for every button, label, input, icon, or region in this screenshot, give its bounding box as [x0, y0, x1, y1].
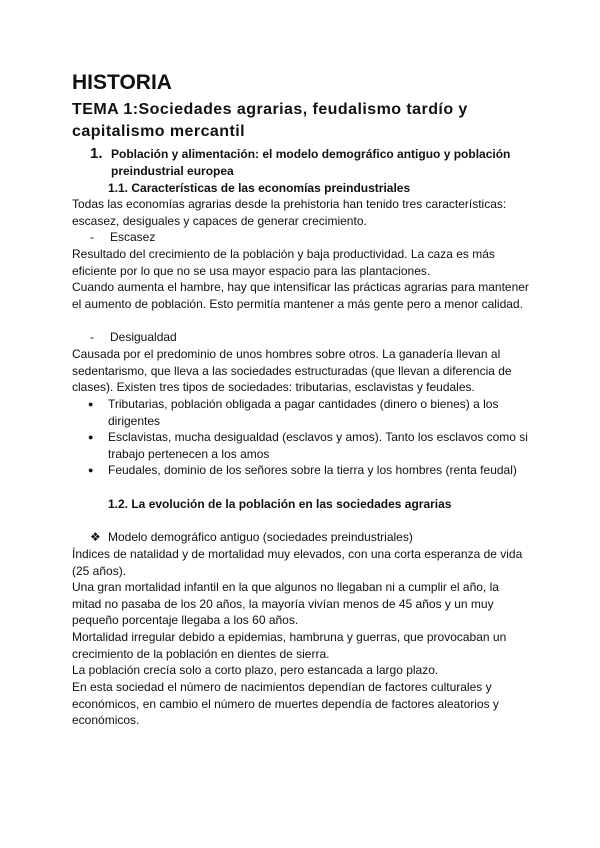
subsection-1-1-heading: 1.1. Características de las economías preindustriales [108, 181, 411, 195]
mortalidad-infantil-paragraph: Una gran mortalidad infantil en la que algunos no llegaban ni a cumplir el año, la mitad no pasaba de los 20 años, la mayoría vivían menos de 45 años y un muy pequeño porcentaje llegaba a los 60 años. [72, 580, 499, 628]
desigualdad-label: Desigualdad [110, 330, 177, 344]
desigualdad-list-item [90, 329, 177, 346]
subsection-1-2-heading: 1.2. La evolución de la población en las sociedades agrarias [108, 497, 452, 511]
desigualdad-paragraph: Causada por el predominio de unos hombres sobre otros. La ganadería llevan al sedentarismo, que lleva a las sociedades estructuradas (que llevan a diferencia de clases). Existen tres tipos de sociedades: tributarias, esclavistas y feudales. [72, 347, 512, 395]
section-1-title: Población y alimentación: el modelo demográfico antiguo y población preindustrial europea [111, 147, 511, 178]
escasez-label: Escasez [110, 230, 156, 244]
diamond-bullet-icon: ❖ [90, 530, 101, 544]
crecimiento-paragraph: La población crecía solo a corto plazo, pero estancada a largo plazo. [72, 663, 439, 677]
modelo-label: Modelo demográfico antiguo (sociedades preindustriales) [108, 530, 413, 544]
section-1-heading [90, 146, 530, 180]
bullet-text: Feudales, dominio de los señores sobre la tierra y los hombres (renta feudal) [108, 463, 517, 477]
tema-heading: TEMA 1:Sociedades agrarias, feudalismo tardío y capitalismo mercantil [72, 101, 468, 140]
dash-marker: - [90, 230, 94, 244]
bullet-text: Esclavistas, mucha desigualdad (esclavos y amos). Tanto los esclavos como si trabajo pertenecen a los amos [108, 430, 528, 461]
bullet-icon: ● [88, 432, 94, 442]
intro-paragraph: Todas las economías agrarias desde la prehistoria han tenido tres características: escasez, desiguales y capaces de generar crecimiento. [72, 197, 507, 228]
bullet-icon: ● [88, 399, 94, 409]
escasez-paragraph-2: Cuando aumenta el hambre, hay que intensificar las prácticas agrarias para mantener el aumento de población. Esto permitía mantener a más gente pero a menor calidad. [72, 280, 529, 311]
bullet-icon: ● [88, 465, 94, 475]
document-title: HISTORIA [72, 71, 172, 94]
natalidad-paragraph: Índices de natalidad y de mortalidad muy elevados, con una corta esperanza de vida (25 años). [72, 547, 523, 578]
modelo-list-item [90, 529, 413, 546]
mortalidad-irregular-paragraph: Mortalidad irregular debido a epidemias, hambruna y guerras, que provocaban un crecimiento de la población en dientes de sierra. [72, 630, 507, 661]
nacimientos-paragraph: En esta sociedad el número de nacimientos dependían de factores culturales y económicos, en cambio el número de muertes dependía de factores aleatorios y económicos. [72, 680, 499, 728]
escasez-paragraph-1: Resultado del crecimiento de la población y baja productividad. La caza es más eficiente por lo que no se usa mayor espacio para las plantaciones. [72, 247, 495, 278]
escasez-list-item [90, 229, 155, 246]
bullet-item [88, 429, 530, 462]
bullet-item [88, 396, 530, 429]
section-1-number: 1. [90, 145, 103, 162]
bullet-text: Tributarias, población obligada a pagar cantidades (dinero o bienes) a los dirigentes [108, 397, 499, 428]
bullet-item [88, 462, 530, 479]
dash-marker: - [90, 330, 94, 344]
